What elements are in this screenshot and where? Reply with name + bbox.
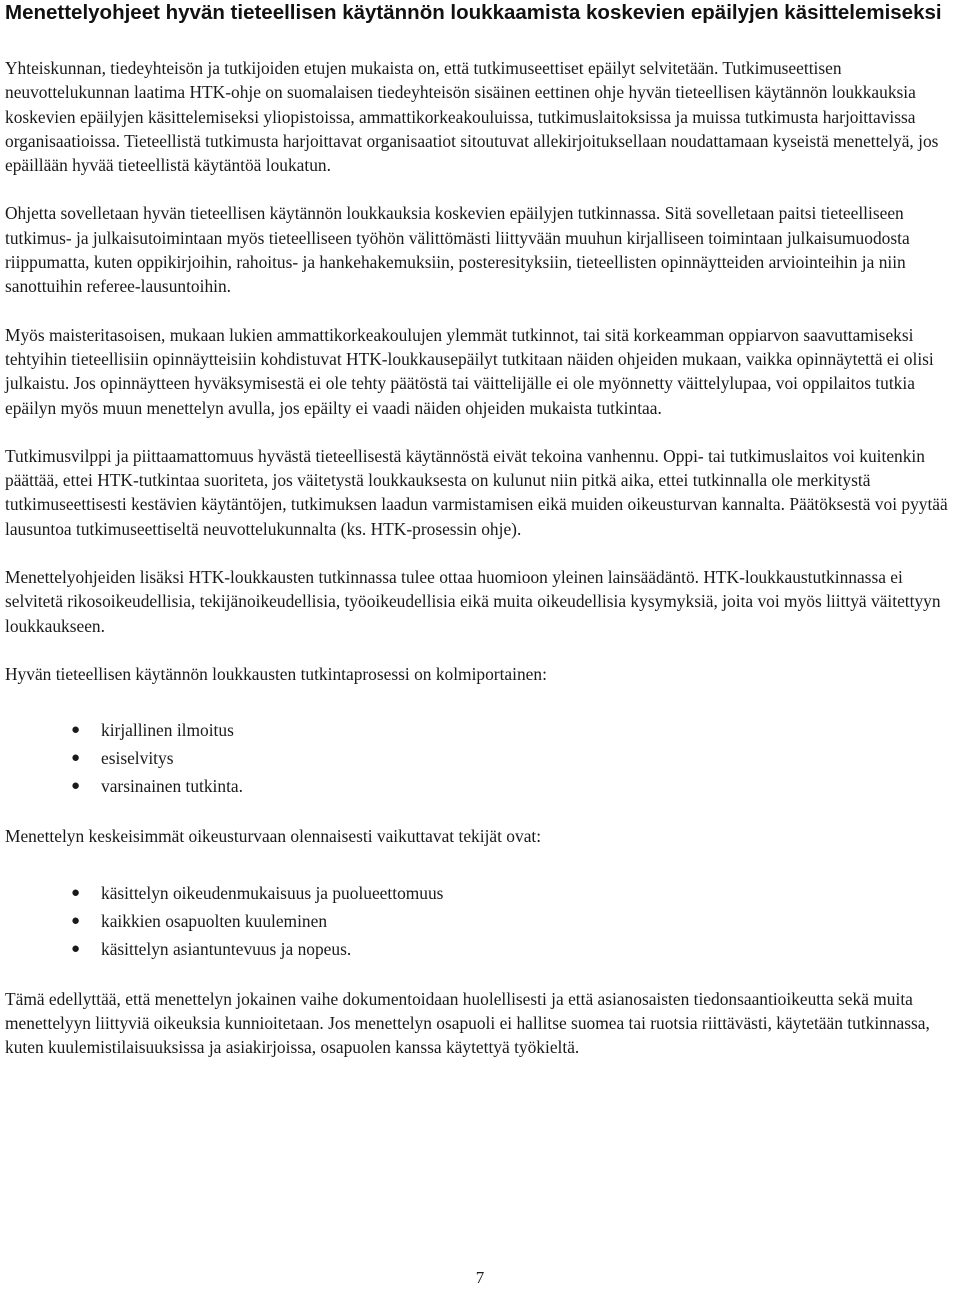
- list-item-text: varsinainen tutkinta.: [101, 776, 243, 797]
- paragraph-scope: Ohjetta sovelletaan hyvän tieteellisen käytännön loukkauksia koskevien epäilyjen tutkinnassa. Sitä sovelletaan paitsi tieteelliseen tutkimus- ja julkaisutoimintaan myös tieteelliseen työhön välittömästi liittyvään muuhun kirjalliseen toimintaan julkaisumuodosta riippumatta, kuten oppikirjoihin, rahoitus- ja hankehakemuksiin, posteresityksiin, tieteellisten opinnäytteiden arviointeihin ja niin sanottuihin referee-lausuntoihin.: [5, 203, 910, 297]
- bullet-icon: ●: [71, 884, 81, 901]
- list-item-text: kirjallinen ilmoitus: [101, 720, 234, 741]
- page-title: Menettelyohjeet hyvän tieteellisen käytännön loukkaamista koskevien epäilyjen käsittelemiseksi: [5, 1, 942, 24]
- list-item: [5, 772, 957, 800]
- paragraph-legislation: Menettelyohjeiden lisäksi HTK-loukkausten tutkinnassa tulee ottaa huomioon yleinen lainsäädäntö. HTK-loukkaustutkinnassa ei selvitetä rikosoikeudellisia, tekijänoikeudellisia, työoikeudellisia eikä muita oikeudellisia kysymyksiä, joita voi myös liittyä väitettyyn loukkaukseen.: [5, 567, 941, 636]
- bullet-icon: ●: [71, 940, 81, 957]
- list-item: [5, 907, 957, 935]
- bullet-icon: ●: [71, 750, 81, 767]
- paragraph-statute: Tutkimusvilppi ja piittaamattomuus hyvästä tieteellisestä käytännöstä eivät tekoina vanhennu. Oppi- tai tutkimuslaitos voi kuitenkin päättää, ettei HTK-tutkintaa suoriteta, jos väitetystä loukkauksesta on kulunut niin pitkä aika, ettei tutkinnalla ole merkitystä tutkimuseettisesti kestävien käytäntöjen, tutkimuksen laadun varmistamisen eikä muiden oikeusturvan kannalta. Päätöksestä voi pyytää lausuntoa tutkimuseettiseltä neuvottelukunnalta (ks. HTK-prosessin ohje).: [5, 445, 948, 539]
- bullet-icon: ●: [71, 778, 81, 795]
- bullet-icon: ●: [71, 722, 81, 739]
- list-item-text: kaikkien osapuolten kuuleminen: [101, 910, 328, 931]
- bullet-icon: ●: [71, 912, 81, 929]
- paragraph-legal-factors-intro: Menettelyn keskeisimmät oikeusturvaan olennaisesti vaikuttavat tekijät ovat:: [5, 826, 542, 847]
- document-page: [5, 0, 957, 1059]
- list-item: [5, 879, 957, 907]
- list-item: [5, 716, 957, 744]
- list-item-text: käsittelyn oikeudenmukaisuus ja puolueettomuus: [101, 882, 444, 903]
- legal-factors-list: [5, 879, 957, 963]
- list-item-text: käsittelyn asiantuntevuus ja nopeus.: [101, 938, 352, 959]
- paragraph-closing: Tämä edellyttää, että menettelyn jokainen vaihe dokumentoidaan huolellisesti ja että asianosaisten tiedonsaantioikeutta sekä muita menettelyyn liittyviä oikeuksia kunnioitetaan. Jos menettelyn osapuoli ei hallitse suomea tai ruotsia riittävästi, käytetään tutkinnassa, kuten kuulemistilaisuuksissa ja asiakirjoissa, osapuolen kanssa käytettyä työkieltä.: [5, 988, 930, 1058]
- list-item: [5, 744, 957, 772]
- process-steps-list: [5, 716, 957, 800]
- list-item: [5, 935, 957, 963]
- paragraph-theses: Myös maisteritasoisen, mukaan lukien ammattikorkeakoulujen ylemmät tutkinnot, tai sitä korkeamman oppiarvon saavuttamiseksi tehtyihin tieteellisiin opinnäytteisiin kohdistuvat HTK-loukkausepäilyt tutkitaan näiden ohjeiden mukaan, vaikka opinnäytettä ei olisi julkaistu. Jos opinnäytteen hyväksymisestä ei ole tehty päätöstä tai väittelijälle ei ole myönnetty väittelylupaa, voi oppilaitos tutkia epäilyn myös muun menettelyn avulla, jos epäilty ei vaadi näiden ohjeiden mukaista tutkintaa.: [5, 324, 934, 418]
- paragraph-intro: Yhteiskunnan, tiedeyhteisön ja tutkijoiden etujen mukaista on, että tutkimuseettiset epäilyt selvitetään. Tutkimuseettisen neuvottelukunnan laatima HTK-ohje on suomalaisen tiedeyhteisön sisäinen eettinen ohje hyvän tieteellisen käytännön loukkauksia koskevien epäilyjen käsittelemiseksi yliopistoissa, ammattikorkeakouluissa, tutkimuslaitoksissa ja muissa tutkimusta harjoittavissa organisaatioissa. Tieteellistä tutkimusta harjoittavat organisaatiot sitoutuvat allekirjoituksellaan noudattamaan kyseistä menettelyä, jos epäillään hyvää tieteellistä käytäntöä loukatun.: [5, 58, 939, 176]
- page-number: 7: [475, 1268, 485, 1287]
- list-item-text: esiselvitys: [101, 748, 174, 769]
- paragraph-process-intro: Hyvän tieteellisen käytännön loukkausten tutkintaprosessi on kolmiportainen:: [5, 663, 547, 684]
